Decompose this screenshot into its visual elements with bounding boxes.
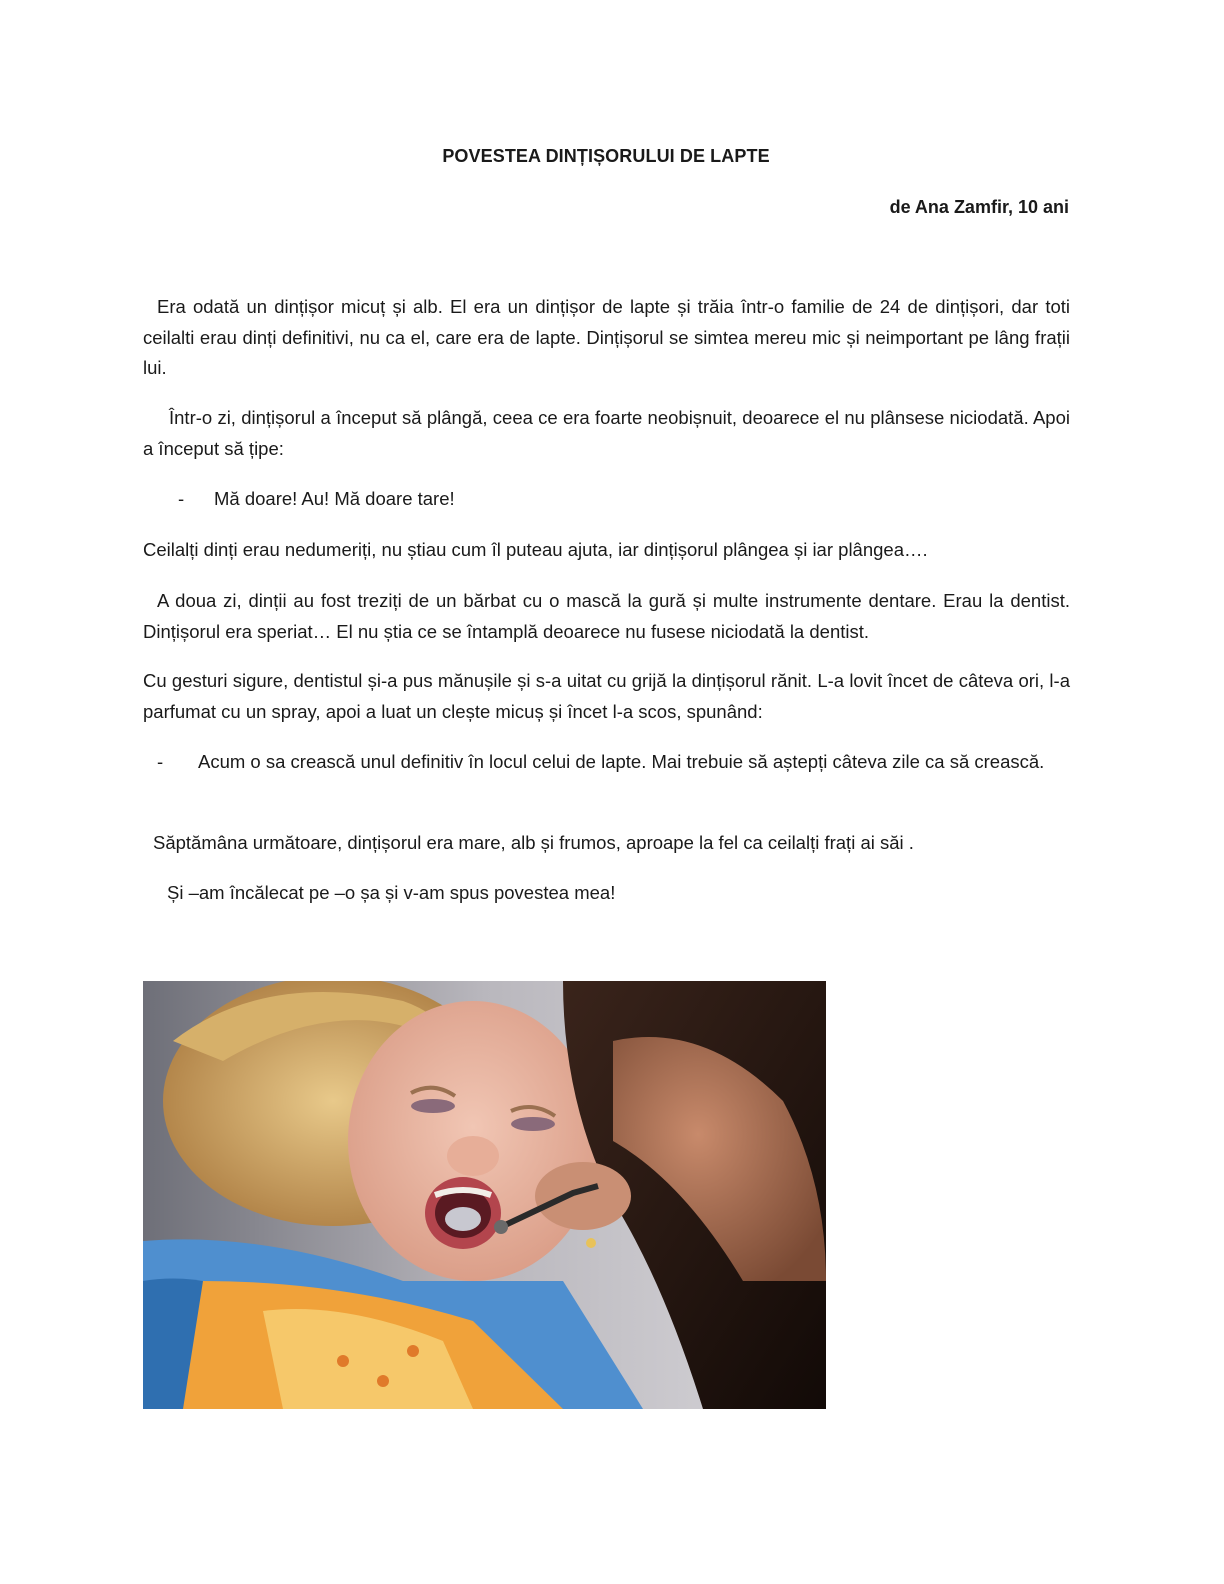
dialogue-line-2: Acum o sa crească unul definitiv în locul celui de lapte. Mai trebuie să aștepți câteva zile ca să crească. [198,751,1045,772]
paragraph-2: Într-o zi, dințișorul a început să plângă, ceea ce era foarte neobișnuit, deoarece el nu plânsese niciodată. Apoi a început să țipe: [143,407,1070,459]
paragraph-1: Era odată un dințișor micuț și alb. El era un dințișor de lapte și trăia într-o familie de 24 de dințișori, dar toti ceilalti erau dinți definitivi, nu ca el, care era de lapte. Dințișorul se simtea mereu mic și neimportant pe lâng frații lui. [143,296,1070,378]
paragraph-3: Ceilalți dinți erau nedumeriți, nu știau cum îl puteau ajuta, iar dințișorul plângea și iar plângea…. [143,539,928,560]
dentist-child-photo [143,981,826,1409]
dialogue-dash-1: - [178,488,185,509]
document-author: de Ana Zamfir, 10 ani [889,197,1069,217]
paragraph-4: A doua zi, dinții au fost treziți de un bărbat cu o mască la gură și multe instrumente dentare. Erau la dentist. Dințișorul era speriat… El nu știa ce se întamplă deoarece nu fusese niciodată la dentist. [143,590,1070,642]
paragraph-7: Și –am încălecat pe –o șa și v-am spus povestea mea! [167,882,616,903]
paragraph-6: Săptămâna următoare, dințișorul era mare, alb și frumos, aproape la fel ca ceilalți frați ai săi . [153,832,914,853]
dialogue-line-1: Mă doare! Au! Mă doare tare! [214,488,455,509]
paragraph-5: Cu gesturi sigure, dentistul și-a pus mănușile și s-a uitat cu grijă la dințișorul rănit. L-a lovit încet de câteva ori, l-a parfumat cu un spray, apoi a luat un clește micuș și încet l-a scos, spunând: [143,670,1070,722]
dialogue-dash-2: - [157,751,164,772]
document-title: POVESTEA DINȚIȘORULUI DE LAPTE [442,146,770,166]
